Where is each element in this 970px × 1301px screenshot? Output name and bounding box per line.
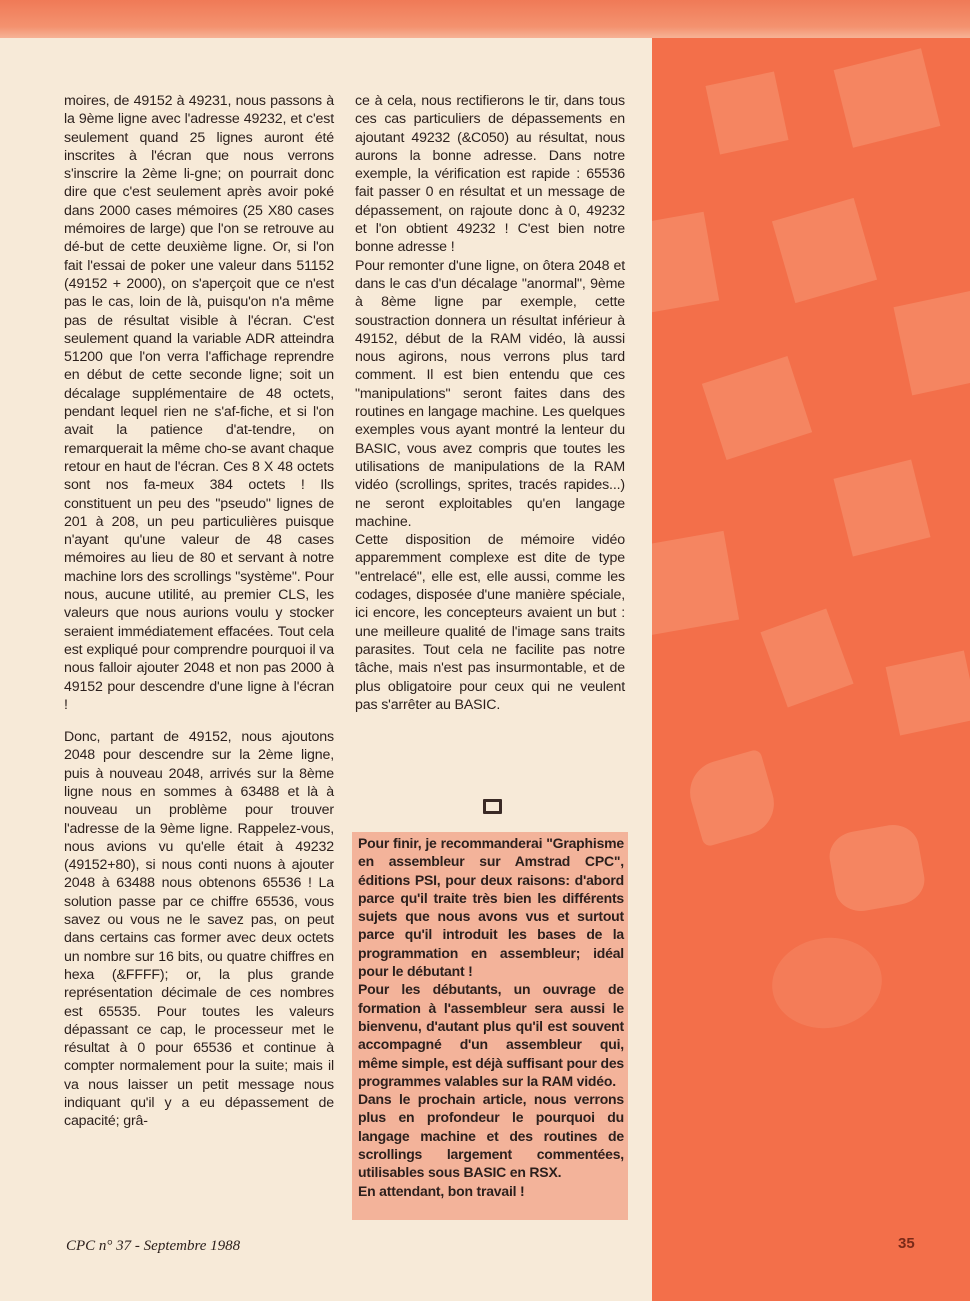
decorative-checker-shape: [652, 212, 719, 315]
page-number: 35: [898, 1235, 915, 1252]
decorative-checker-shape: [702, 356, 812, 460]
box-paragraph: Dans le prochain article, nous verrons plus en profondeur le pourquoi du langage machine et des routines de scrollings largement commentées, utilisables sous BASIC en RSX.: [358, 1091, 624, 1181]
decorative-orange-panel: [652, 38, 970, 1301]
decorative-checker-shape: [826, 821, 929, 915]
decorative-checker-shape: [705, 71, 788, 154]
top-color-band: [0, 0, 970, 38]
article-paragraph: Pour remonter d'une ligne, on ôtera 2048 et dans le cas d'un décalage "anormal", 9ème à 8ème ligne par exemple, cette soustraction donnera un résultat inférieur à 49152, début de la RAM vidéo, là aussi nous agirons, nous verrons plus tard comment. Il est bien entendu que ces "manipulations" seront faites dans des routines en langage machine. Les quelques exemples vous ayant montré la lenteur du BASIC, vous avez compris que toutes les utilisations de manipulations de la RAM vidéo (scrollings, sprites, tracés rapides...) ne seront exploitables qu'en langage machine.: [355, 257, 625, 530]
hollow-square-icon: [483, 799, 502, 814]
decorative-checker-shape: [683, 749, 782, 848]
article-paragraph: ce à cela, nous rectifierons le tir, dans tous ces cas particuliers de dépassements en ajoutant 49232 (&C050) au résultat, nous aurons la bonne adresse. Dans notre exemple, la vérification est rapide : 65536 fait passer 0 en résultat et un message de dépassement, on rajoute donc à 0, 49232 et l'on obtient 49232 ! C'est bien notre bonne adresse !: [355, 93, 625, 256]
article-paragraph: moires, de 49152 à 49231, nous passons à la 9ème ligne avec l'adresse 49232, et c'est seulement quand 25 lignes auront été inscrites à l'écran que nous verrons s'inscrire la 2ème li-gne; on pourrait donc dire que c'est seulement après avoir poké dans 2000 cases mémoires (25 X80 cases mémoires de large) que l'on se retrouve au dé-but de cette deuxième ligne. Or, si l'on fait l'essai de poker une valeur dans 51152 (49152 + 2000), on s'aperçoit que ce n'est pas le cas, loin de là, puisqu'on n'a même pas de résultat visible à l'écran. C'est seulement quand la variable ADR atteindra 51200 que l'on verra l'affichage reprendre en début de cette seconde ligne; soit un décalage supplémentaire de 48 octets, pendant lequel rien ne s'af-fiche, et si l'on avait la patience d'at-tendre, on remarquerait la même cho-se avant chaque retour en haut de l'écran. Ces 8 X 48 octets sont nos fa-meux 384 octets ! Ils constituent un peu des "pseudo" lignes de 201 à 208, un peu particulières puisque n'ayant qu'une valeur de 48 cases mémoires au lieu de 80 et servant à notre machine lors des scrollings "système". Pour nous, aucune utilité, au premier CLS, les valeurs que nous aurions voulu y stocker seraient immédiatement effacées. Tout cela est expliqué pour comprendre pourquoi il va nous falloir ajouter 2048 et non pas 2000 à 49152 pour descendre d'une ligne à l'écran !: [64, 93, 334, 713]
issue-footer: CPC n° 37 - Septembre 1988: [66, 1238, 241, 1254]
recommendation-box-text: [358, 834, 624, 1200]
decorative-checker-shape: [834, 48, 941, 147]
article-left-column: [64, 92, 334, 1131]
decorative-checker-shape: [766, 931, 887, 1035]
article-right-column: [355, 92, 625, 714]
decorative-checker-shape: [652, 531, 739, 635]
article-paragraph: Cette disposition de mémoire vidéo apparemment complexe est dite de type "entrelacé", elle est, elle aussi, comme les codages, disposée d'une manière spéciale, ici encore, les concepteurs avaient un but : une meilleure qualité de l'image sans traits parasites. Tout cela ne facilite pas notre tâche, mais n'est pas insurmontable, et de plus obligatoire pour ceux qui ne veulent pas s'arrêter au BASIC.: [355, 532, 625, 713]
box-paragraph: Pour les débutants, un ouvrage de formation à l'assembleur sera aussi le bienvenu, d'autant plus qu'il est souvent accompagné d'un assembleur qui, même simple, est déjà suffisant pour des programmes valables sur la RAM vidéo.: [358, 981, 624, 1089]
box-paragraph: En attendant, bon travail !: [358, 1182, 525, 1199]
decorative-checker-shape: [760, 608, 853, 707]
box-paragraph: Pour finir, je recommanderai "Graphisme en assembleur sur Amstrad CPC", éditions PSI, pour deux raisons: d'abord parce qu'il traite très bien les différents sujets que nous avons vus et surtout parce qu'il introduit les bases de la programmation en assembleur; idéal pour le débutant !: [358, 835, 624, 980]
article-paragraph: Donc, partant de 49152, nous ajoutons 2048 pour descendre sur la 2ème ligne, puis à nouveau 2048, arrivés sur la 8ème ligne nous en sommes à 63488 et là à nouveau un problème pour trouver l'adresse de la 9ème ligne. Rappelez-vous, nous avions vu qu'elle était à 49232 (49152+80), si nous conti nuons à ajouter 2048 à 63488 nous obtenons 65536 ! La solution passe par ce chiffre 65536, vous savez ou vous ne le savez pas, on peut dans certains cas former avec deux octets un nombre sur 16 bits, ou quatre chiffres en hexa (&FFFF); or, la plus grande représentation décimale de ces nombres est 65535. Pour toutes les valeurs dépassant ce cap, le processeur met le résultat à 0 pour 65536 et continue à compter normalement pour la suite; mais il va nous laisser un petit message nous indiquant qu'il y a eu dépassement de capacité; grâ-: [64, 729, 334, 1130]
decorative-checker-shape: [894, 291, 970, 396]
decorative-checker-shape: [886, 650, 970, 735]
decorative-checker-shape: [834, 460, 931, 557]
decorative-checker-shape: [772, 198, 877, 303]
